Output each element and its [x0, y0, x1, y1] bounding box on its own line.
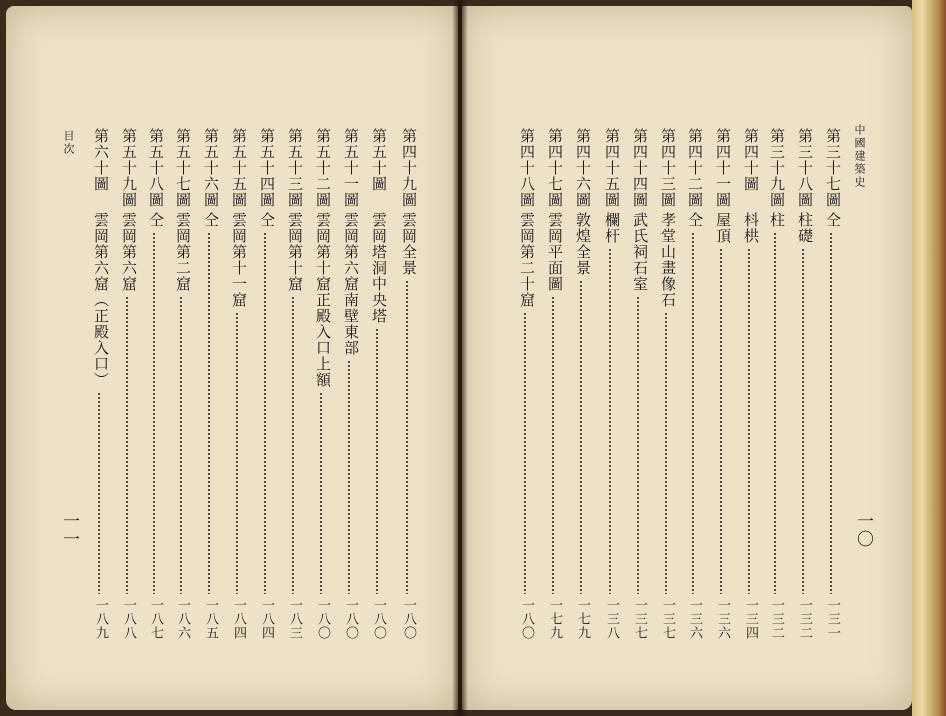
- page-number: 一八六: [175, 598, 190, 640]
- dot-leader: [637, 296, 639, 594]
- dot-leader: [665, 312, 667, 594]
- dot-leader: [348, 360, 350, 594]
- figure-number: 第四十一圖: [714, 128, 732, 208]
- dot-leader: [320, 392, 322, 594]
- page-number: 一三六: [687, 598, 702, 640]
- figure-title[interactable]: 雲岡第六窟: [120, 212, 138, 292]
- dot-leader: [264, 232, 266, 594]
- page-number: 一三七: [632, 598, 647, 640]
- dot-leader: [236, 312, 238, 594]
- figure-number: 第四十四圖: [631, 128, 649, 208]
- page-number: 一八五: [203, 598, 218, 640]
- figure-number: 第六十圖: [92, 128, 110, 192]
- figure-title[interactable]: 仝: [202, 212, 220, 228]
- figure-number: 第三十九圖: [768, 128, 786, 208]
- figure-title[interactable]: 柱礎: [796, 212, 814, 244]
- dot-leader: [153, 232, 155, 594]
- dot-leader: [802, 248, 804, 594]
- figure-number: 第四十八圖: [518, 128, 536, 208]
- dot-leader: [208, 232, 210, 594]
- figure-title[interactable]: 仝: [147, 212, 165, 228]
- figure-number: 第四十五圖: [603, 128, 621, 208]
- figure-title[interactable]: 雲岡第十窟正殿入口上額: [314, 212, 332, 388]
- book-edge: [912, 0, 946, 716]
- dot-leader: [552, 296, 554, 594]
- dot-leader: [830, 232, 832, 594]
- figure-number: 第四十三圖: [659, 128, 677, 208]
- page-number: 一八四: [231, 598, 246, 640]
- figure-number: 第五十二圖: [314, 128, 332, 208]
- page-number: 一三八: [604, 598, 619, 640]
- figure-title[interactable]: 雲岡塔洞中央塔: [370, 212, 388, 324]
- dot-leader: [376, 328, 378, 594]
- figure-number: 第四十七圖: [546, 128, 564, 208]
- book-gutter: [452, 0, 468, 716]
- dot-leader: [126, 296, 128, 594]
- figure-title[interactable]: 雲岡第二窟: [174, 212, 192, 292]
- figure-number: 第四十六圖: [574, 128, 592, 208]
- figure-number: 第三十八圖: [796, 128, 814, 208]
- page-number: 一三四: [743, 598, 758, 640]
- figure-title[interactable]: 柱: [768, 212, 786, 228]
- figure-title[interactable]: 枓栱: [742, 212, 760, 244]
- page-number: 一三二: [769, 598, 784, 640]
- dot-leader: [292, 296, 294, 594]
- figure-number: 第五十三圖: [286, 128, 304, 208]
- figure-title[interactable]: 雲岡第六窟南壁東部: [342, 212, 360, 356]
- page-number: 一三七: [660, 598, 675, 640]
- figure-title[interactable]: 孝堂山畫像石: [659, 212, 677, 308]
- figure-title[interactable]: 仝: [686, 212, 704, 228]
- page-number: 一八七: [148, 598, 163, 640]
- left-folio: 一一: [59, 512, 79, 548]
- page-number: 一八〇: [371, 598, 386, 640]
- page-number: 一七九: [547, 598, 562, 640]
- page-number: 一八〇: [343, 598, 358, 640]
- dot-leader: [609, 248, 611, 594]
- figure-title[interactable]: 雲岡全景: [400, 212, 418, 276]
- figure-number: 第五十八圖: [147, 128, 165, 208]
- figure-title[interactable]: 武氏祠石室: [631, 212, 649, 292]
- figure-title[interactable]: 欄杆: [603, 212, 621, 244]
- page-number: 一八〇: [315, 598, 330, 640]
- page-number: 一八四: [259, 598, 274, 640]
- figure-number: 第五十六圖: [202, 128, 220, 208]
- figure-number: 第五十七圖: [174, 128, 192, 208]
- figure-number: 第五十四圖: [258, 128, 276, 208]
- page-number: 一八九: [93, 598, 108, 640]
- figure-title[interactable]: 雲岡平面圖: [546, 212, 564, 292]
- page-number: 一三一: [825, 598, 840, 640]
- page-number: 一三二: [797, 598, 812, 640]
- figure-number: 第三十七圖: [824, 128, 842, 208]
- figure-title[interactable]: 雲岡第十窟: [286, 212, 304, 292]
- right-running-header: 中國建築史: [853, 124, 866, 189]
- page-number: 一八〇: [401, 598, 416, 640]
- figure-title[interactable]: 仝: [824, 212, 842, 228]
- page-number: 一八三: [287, 598, 302, 640]
- figure-title[interactable]: 雲岡第六窟（正殿入口）: [92, 212, 110, 388]
- figure-number: 第五十圖: [370, 128, 388, 192]
- figure-title[interactable]: 敦煌全景: [574, 212, 592, 276]
- figure-number: 第五十一圖: [342, 128, 360, 208]
- figure-title[interactable]: 仝: [258, 212, 276, 228]
- figure-title[interactable]: 雲岡第十一窟: [230, 212, 248, 308]
- figure-number: 第五十九圖: [120, 128, 138, 208]
- dot-leader: [580, 280, 582, 594]
- figure-title[interactable]: 屋頂: [714, 212, 732, 244]
- figure-title[interactable]: 雲岡第二十窟: [518, 212, 536, 308]
- page-number: 一八八: [121, 598, 136, 640]
- left-running-header: 目次: [62, 130, 75, 156]
- dot-leader: [774, 232, 776, 594]
- dot-leader: [98, 392, 100, 594]
- figure-number: 第四十二圖: [686, 128, 704, 208]
- figure-number: 第四十圖: [742, 128, 760, 192]
- dot-leader: [180, 296, 182, 594]
- dot-leader: [692, 232, 694, 594]
- right-folio: 一〇: [853, 512, 873, 548]
- dot-leader: [720, 248, 722, 594]
- figure-number: 第四十九圖: [400, 128, 418, 208]
- dot-leader: [406, 280, 408, 594]
- page-number: 一八〇: [519, 598, 534, 640]
- dot-leader: [524, 312, 526, 594]
- dot-leader: [748, 248, 750, 594]
- page-number: 一七九: [575, 598, 590, 640]
- page-number: 一三六: [715, 598, 730, 640]
- figure-number: 第五十五圖: [230, 128, 248, 208]
